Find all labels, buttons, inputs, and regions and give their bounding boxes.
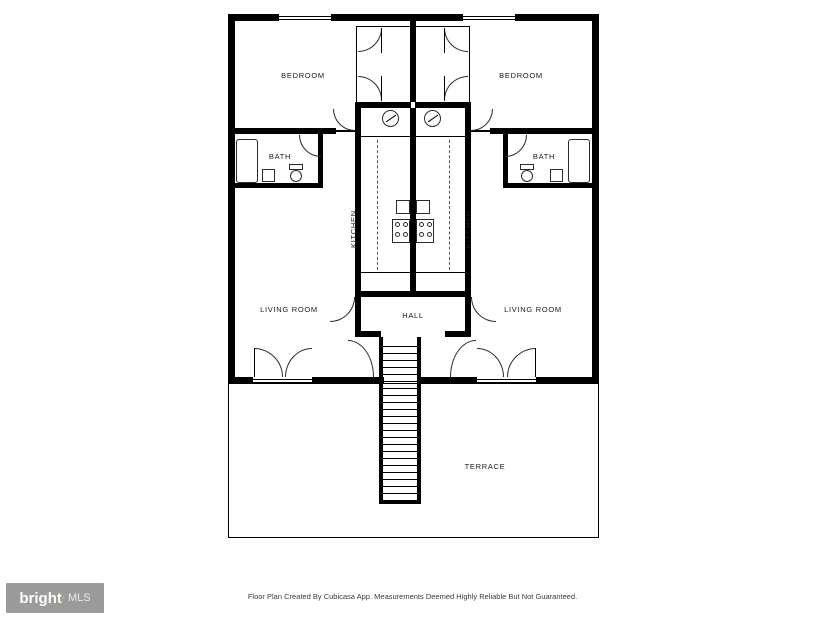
exterior-wall-top-right-seg [515,14,599,21]
sink-right-icon [550,169,563,182]
sink-left-icon [262,169,275,182]
burner-right-d-icon [427,232,432,237]
closet-door-right-panel-lower [444,76,445,101]
hall-exit-door-right-icon [348,340,374,377]
brightmls-logo [6,583,104,613]
burner-left-a-icon [395,222,400,227]
exterior-wall-right [592,14,599,384]
hall-label: HALL [402,311,424,320]
exterior-wall-left [228,14,235,384]
kitchen-counter-band-top-right [416,136,465,137]
burner-right-a-icon [419,222,424,227]
exterior-wall-top-left-seg [228,14,279,21]
closet-door-left-panel-lower [381,76,382,101]
footer-disclaimer: Floor Plan Created By Cubicasa App. Measurements Deemed Highly Reliable But Not Guaranteed. [247,592,578,601]
front-door-left-swing-icon [254,348,283,377]
cooktop-right-icon [416,200,430,214]
terrace-label: TERRACE [464,462,506,471]
hall-top-wall [355,291,471,297]
closet-left-wall [356,26,357,102]
burner-right-b-icon [427,222,432,227]
toilet-right-icon [521,170,533,182]
burner-right-c-icon [419,232,424,237]
counter-guide-right [449,140,450,270]
closet-door-left-panel-upper [381,28,382,53]
burner-left-c-icon [395,232,400,237]
living-room-left-label: LIVING ROOM [260,305,318,314]
closet-door-left-upper-icon [358,28,382,52]
front-door-right-sill-b [477,382,536,383]
closet-door-right-upper-icon [444,28,468,52]
front-door-left-sill-b [253,382,312,383]
front-door-right-swing-icon [507,348,536,377]
hall-door-left-icon [330,297,355,322]
exterior-wall-bottom-midleft [312,377,384,384]
closet-door-right-lower-icon [444,76,468,100]
burner-left-d-icon [403,232,408,237]
hall-exit-door-left-icon [450,340,476,377]
bath-left-door-icon [299,135,321,157]
exterior-wall-bottom-midright [421,377,477,384]
bath-left-bottom-wall [228,183,323,188]
hall-bottom-left-wall [355,331,381,337]
kitchen-right-label: KITCHEN [464,210,473,248]
closet-door-left-lower-icon [358,76,382,100]
closet-door-right-panel-upper [444,28,445,53]
stair-wall-bottom [379,500,421,504]
kitchen-top-wall-right [415,102,471,108]
living-room-right-label: LIVING ROOM [504,305,562,314]
bath-right-bottom-wall [503,183,599,188]
stair-wall-right [417,337,421,504]
logo-dot-icon: • [61,593,66,603]
front-door-right-sill [477,379,536,380]
kitchen-counter-band-bottom-left [361,272,410,273]
front-door-left-sill [253,379,312,380]
center-partition-top [410,14,416,102]
bedroom-left-label: BEDROOM [281,71,325,80]
bath-right-label: BATH [532,152,556,161]
kitchen-left-wall [355,102,361,292]
logo-brand-text: bright [19,589,62,607]
front-door-left-panel [254,348,255,377]
hall-bottom-right-wall [445,331,471,337]
toilet-left-icon [290,170,302,182]
exterior-wall-top-mid-seg [331,14,463,21]
kitchen-counter-band-bottom-right [416,272,465,273]
closet-right-top [415,26,470,27]
window-top-right [463,16,515,17]
bedroom-right-label: BEDROOM [499,71,543,80]
bath-left-label: BATH [268,152,292,161]
window-top-left [279,16,331,17]
bathtub-right-icon [568,139,590,183]
side-door-right-swing-icon [477,348,504,377]
closet-right-wall [469,26,470,102]
toilet-right-tank-icon [520,164,534,170]
side-door-left-swing-icon [285,348,312,377]
staircase [383,340,417,500]
kitchen-top-wall-left [355,102,411,108]
kitchen-door-left-top-icon [333,109,355,131]
exterior-wall-bottom-right [536,377,599,384]
hall-door-right-icon [471,297,496,322]
window-top-right-b [463,19,515,20]
logo-sub-text: MLS [68,592,91,604]
front-door-right-panel [535,348,536,377]
kitchen-left-label: KITCHEN [349,210,358,248]
kitchen-counter-band-top [361,136,410,137]
toilet-left-tank-icon [289,164,303,170]
counter-guide-left [377,140,378,270]
exterior-wall-bottom-left [228,377,253,384]
burner-left-b-icon [403,222,408,227]
bathtub-left-icon [236,139,258,183]
window-top-left-b [279,19,331,20]
closet-left-top [356,26,411,27]
cooktop-left-icon [396,200,410,214]
